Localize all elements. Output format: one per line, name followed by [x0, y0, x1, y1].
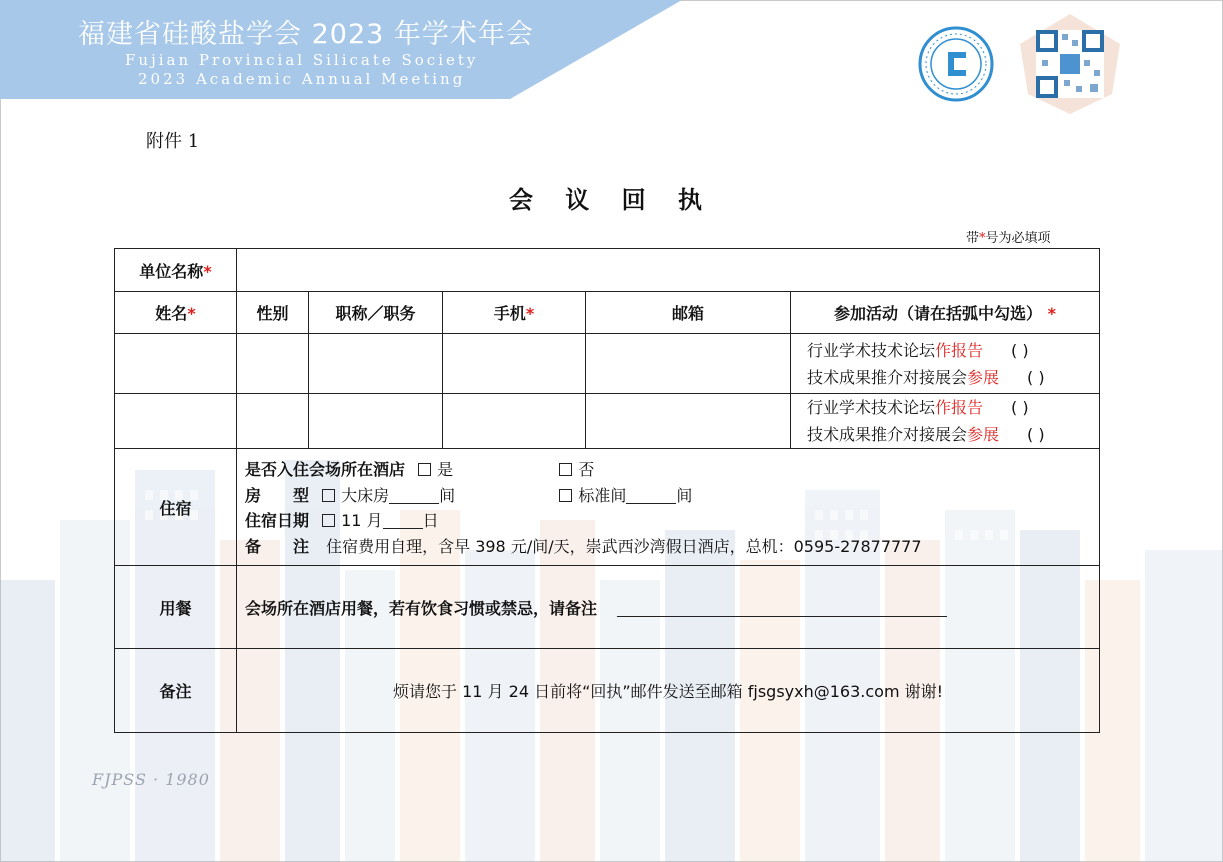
- meal-note-field[interactable]: [617, 600, 947, 617]
- required-note: 带*号为必填项: [966, 231, 1051, 246]
- banner-title-en-line1: Fujian Provincial Silicate Society: [125, 51, 479, 69]
- attendee-row: [115, 394, 1100, 449]
- header-title: 职称／职务: [309, 292, 443, 334]
- stay-date-checkbox[interactable]: [322, 514, 335, 527]
- meal-label: 用餐: [115, 566, 237, 649]
- remarks-label: 备注: [115, 649, 237, 733]
- document-title: 会 议 回 执: [508, 186, 715, 214]
- banner-title-cn: 福建省硅酸盐学会 2023 年学术年会: [78, 19, 534, 50]
- stay-room-line: 房 型 大床房 间 标准间 间: [245, 485, 693, 505]
- activity-cell: [791, 394, 1100, 449]
- gender-input-cell[interactable]: [237, 334, 309, 394]
- header-gender: 性别: [237, 292, 309, 334]
- hotel-no-checkbox[interactable]: [559, 463, 572, 476]
- meal-details: 会场所在酒店用餐，若有饮食习惯或禁忌，请备注: [237, 566, 1100, 649]
- attendee-row: [115, 334, 1100, 394]
- room-std-count-field[interactable]: [626, 487, 676, 504]
- name-input-cell[interactable]: [115, 334, 237, 394]
- banner-title-en-line2: 2023 Academic Annual Meeting: [138, 70, 466, 88]
- email-input-cell[interactable]: [586, 334, 791, 394]
- activity-expo[interactable]: 技术成果推介对接展会参展 ( ): [807, 367, 1045, 387]
- header-phone: 手机*: [443, 292, 586, 334]
- gender-input-cell[interactable]: [237, 394, 309, 449]
- header-activity: 参加活动（请在括弧中勾选） *: [791, 292, 1100, 334]
- qr-code-icon: [1020, 14, 1120, 114]
- header-email: 邮箱: [586, 292, 791, 334]
- title-input-cell[interactable]: [309, 334, 443, 394]
- stay-date-line: 住宿日期 11 月 日: [245, 511, 439, 530]
- remarks-row: [115, 649, 1100, 733]
- stay-label: 住宿: [115, 449, 237, 566]
- phone-input-cell[interactable]: [443, 334, 586, 394]
- stay-day-field[interactable]: [383, 512, 423, 529]
- hotel-yes-checkbox[interactable]: [418, 463, 431, 476]
- room-std-checkbox[interactable]: [559, 489, 572, 502]
- activity-expo[interactable]: 技术成果推介对接展会参展 ( ): [807, 425, 1045, 444]
- activity-forum[interactable]: 行业学术技术论坛作报告 ( ): [807, 398, 1029, 417]
- attachment-label: 附件 1: [146, 131, 200, 152]
- stay-row: [115, 449, 1100, 566]
- header-name: 姓名*: [115, 292, 237, 334]
- remarks-text: 烦请您于 11 月 24 日前将“回执”邮件发送至邮箱 fjsgsyxh@163.com 谢谢!: [237, 649, 1100, 733]
- unit-label: 单位名称*: [115, 249, 237, 292]
- stay-note-line: 备 注 住宿费用自理，含早 398 元/间/天，崇武西沙湾假日酒店，总机：0595-27877777: [245, 536, 922, 556]
- activity-cell: [791, 334, 1100, 394]
- society-seal-logo-icon: [918, 26, 994, 102]
- meal-row: [115, 566, 1100, 649]
- email-input-cell[interactable]: [586, 394, 791, 449]
- unit-row: [115, 249, 1100, 292]
- title-input-cell[interactable]: [309, 394, 443, 449]
- room-big-checkbox[interactable]: [322, 489, 335, 502]
- unit-input-cell[interactable]: [237, 249, 1100, 292]
- stay-hotel-line: 是否入住会场所在酒店 是 否: [245, 460, 595, 479]
- room-big-count-field[interactable]: [389, 487, 439, 504]
- header-row: [115, 292, 1100, 334]
- phone-input-cell[interactable]: [443, 394, 586, 449]
- name-input-cell[interactable]: [115, 394, 237, 449]
- footer-mark: FJPSS · 1980: [92, 770, 210, 789]
- registration-form-table: [114, 248, 1100, 733]
- activity-forum[interactable]: 行业学术技术论坛作报告 ( ): [807, 340, 1029, 360]
- stay-details: [237, 449, 1100, 566]
